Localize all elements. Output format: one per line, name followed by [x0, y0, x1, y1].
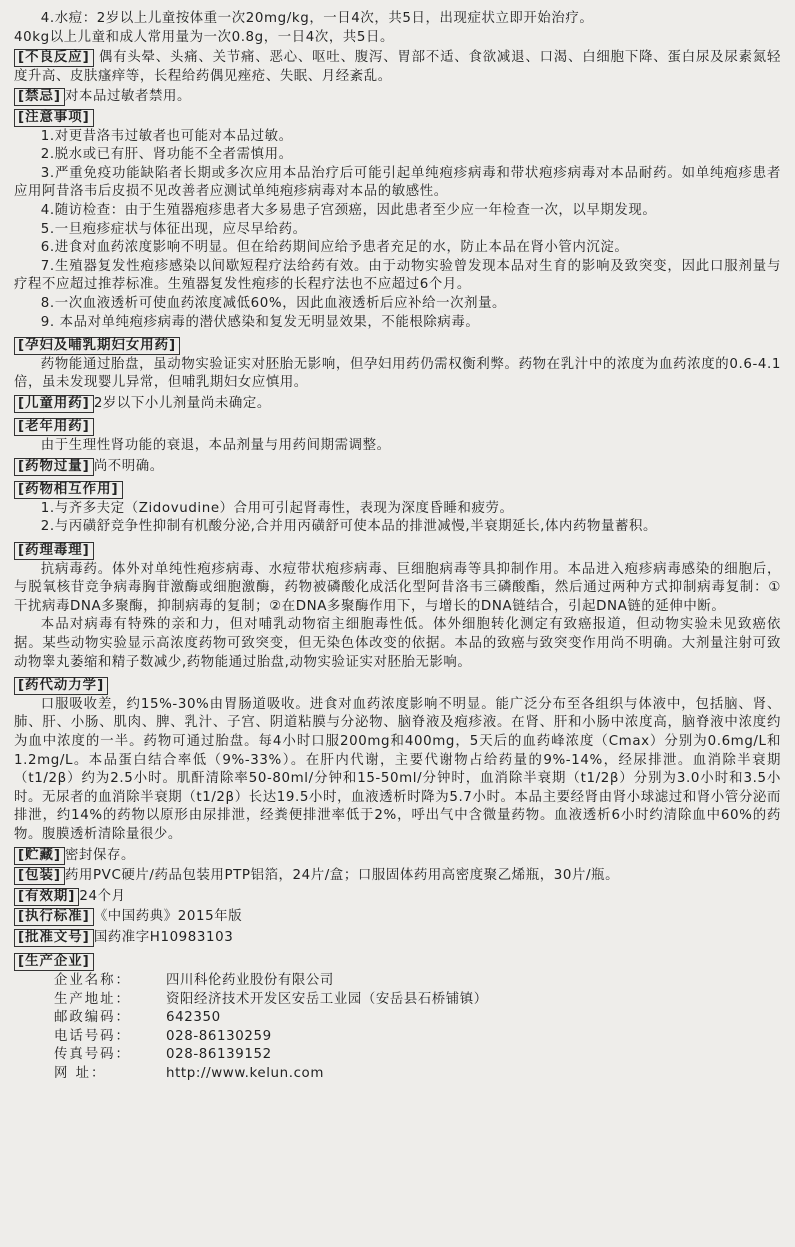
precautions-section: [14, 107, 781, 332]
contraindications-section: [14, 86, 781, 107]
manufacturer-contact-list: [14, 972, 781, 1084]
interaction-item: 2.与丙磺舒竞争性抑制有机酸分泌,合并用丙磺舒可使本品的排泄减慢,半衰期延长,体内药物量蓄积。: [40, 519, 657, 535]
precaution-item: 3.严重免疫功能缺陷者长期或多次应用本品治疗后可能引起单纯疱疹病毒和带状疱疹病毒对本品耐药。如单纯疱疹患者应用阿昔洛韦后皮损不见改善者应测试单纯疱疹病毒对本品的敏感性。: [14, 165, 781, 200]
pharmacokinetics-section: [14, 675, 781, 844]
contact-label: 电话号码：: [54, 1028, 131, 1044]
contact-row-postcode: [14, 1009, 781, 1028]
contact-value: 028-86130259: [166, 1028, 272, 1044]
approval-section: [14, 927, 781, 948]
precautions-heading: [注意事项]: [14, 109, 94, 127]
standard-section: [14, 906, 781, 927]
contact-row-phone: [14, 1028, 781, 1047]
overdose-heading: [药物过量]: [14, 458, 94, 476]
website-link[interactable]: http://www.kelun.com: [166, 1066, 324, 1082]
contact-label: 生产地址：: [54, 991, 131, 1007]
contact-label: 邮政编码：: [54, 1010, 131, 1026]
pharmacology-heading: [药理毒理]: [14, 542, 94, 560]
interactions-section: [14, 479, 781, 537]
pharmacology-paragraph: 抗病毒药。体外对单纯性疱疹病毒、水痘带状疱疹病毒、巨细胞病毒等具抑制作用。本品进入疱疹病毒感染的细胞后，与脱氧核苷竞争病毒胸苷激酶或细胞激酶，药物被磷酸化成活化型阿昔洛韦三磷酸酯，然后通过两种方式抑制病毒复制：①干扰病毒DNA多聚酶，抑制病毒的复制；②在DNA多聚酶作用下，与增长的DNA链结合，引起DNA链的延伸中断。: [14, 561, 781, 614]
precaution-item: 7.生殖器复发性疱疹感染以间歇短程疗法给药有效。由于动物实验曾发现本品对生育的影响及致突变，因此口服剂量与疗程不应超过推荐标准。生殖器复发性疱疹的长程疗法也不应超过6个月。: [14, 258, 781, 293]
pregnancy-heading: [孕妇及哺乳期妇女用药]: [14, 337, 180, 355]
approval-heading: [批准文号]: [14, 929, 94, 947]
precaution-item: 2.脱水或已有肝、肾功能不全者需慎用。: [40, 147, 293, 163]
packaging-heading: [包装]: [14, 867, 65, 885]
pharmacology-section: [14, 540, 781, 672]
pregnancy-section: [14, 335, 781, 393]
precaution-item: 6.进食对血药浓度影响不明显。但在给药期间应给予患者充足的水，防止本品在肾小管内沉淀。: [40, 240, 629, 256]
overdose-text: 尚不明确。: [93, 458, 164, 474]
validity-heading: [有效期]: [14, 888, 79, 906]
dosage-item-4-adult: 40kg以上儿童和成人常用量为一次0.8g，一日4次，共5日。: [14, 29, 394, 45]
contact-row-fax: [14, 1046, 781, 1065]
pediatric-text: 2岁以下小儿剂量尚未确定。: [93, 395, 271, 411]
contact-row-address: [14, 991, 781, 1010]
adverse-reactions-text: 偶有头晕、头痛、关节痛、恶心、呕吐、腹泻、胃部不适、食欲减退、口渴、白细胞下降、蛋白尿及尿素氮轻度升高、皮肤瘙痒等，长程给药偶见痤疮、失眠、月经紊乱。: [14, 50, 782, 84]
standard-heading: [执行标准]: [14, 908, 94, 926]
contraindications-text: 对本品过敏者禁用。: [65, 89, 191, 105]
contact-label: 网 址：: [54, 1066, 107, 1082]
interaction-item: 1.与齐多夫定（Zidovudine）合用可引起肾毒性，表现为深度昏睡和疲劳。: [40, 500, 514, 516]
contact-row-website: [14, 1065, 781, 1084]
interactions-heading: [药物相互作用]: [14, 481, 123, 499]
storage-text: 密封保存。: [65, 847, 135, 863]
contact-value: 028-86139152: [166, 1047, 272, 1063]
pharmacokinetics-heading: [药代动力学]: [14, 677, 108, 695]
elderly-text: 由于生理性肾功能的衰退，本品剂量与用药间期需调整。: [40, 438, 391, 454]
adverse-reactions-section: [14, 47, 781, 86]
approval-text: 国药准字H10983103: [93, 929, 234, 945]
elderly-section: [14, 416, 781, 455]
pharmacology-paragraph: 本品对病毒有特殊的亲和力，但对哺乳动物宿主细胞毒性低。体外细胞转化测定有致癌报道，但动物实验未见致癌依据。某些动物实验显示高浓度药物可致突变，但无染色体改变的依据。本品的致癌与致突变作用尚不明确。大剂量注射可致动物睾丸萎缩和精子数减少,药物能通过胎盘,动物实验证实对胚胎无影响。: [14, 617, 781, 670]
validity-section: [14, 886, 781, 907]
precaution-item: 8.一次血液透析可使血药浓度减低60%，因此血液透析后应补给一次剂量。: [40, 295, 507, 311]
manufacturer-heading: [生产企业]: [14, 953, 94, 971]
overdose-section: [14, 456, 781, 477]
precaution-item: 5.一旦疱疹症状与体征出现，应尽早给药。: [40, 221, 307, 237]
contact-label: 传真号码：: [54, 1047, 131, 1063]
contact-value: 642350: [166, 1010, 221, 1026]
contact-value: 四川科伦药业股份有限公司: [166, 973, 334, 989]
pharmacokinetics-text: 口服吸收差，约15%-30%由胃肠道吸收。进食对血药浓度影响不明显。能广泛分布至各组织与体液中，包括脑、肾、肺、肝、小肠、肌肉、脾、乳汁、子宫、阴道粘膜与分泌物、脑脊液及疱疹液。在肾、肝和小肠中浓度高，脑脊液中浓度约为血中浓度的一半。药物可通过胎盘。每4小时口服200mg和400mg，5天后的血药峰浓度（Cmax）分别为0.6mg/L和1.2mg/L。本品蛋白结合率低（9%-33%）。在肝内代谢，主要代谢物占给药量的9%-14%，经尿排泄。血消除半衰期（t1/2β）约为2.5小时。肌酐清除率50-80ml/分钟和15-50ml/分钟时，血消除半衰期（t1/2β）分别为3.0小时和3.5小时。无尿者的血消除半衰期（t1/2β）长达19.5小时，血液透析时降为5.7小时。本品主要经肾由肾小球滤过和肾小管分泌而排泄，约14%的药物以原形由尿排泄，经粪便排泄率低于2%，呼出气中含微量药物。血液透析6小时约清除血中60%的药物。腹膜透析清除量很少。: [14, 696, 781, 842]
elderly-heading: [老年用药]: [14, 418, 94, 436]
pediatric-heading: [儿童用药]: [14, 395, 94, 413]
precaution-item: 9. 本品对单纯疱疹病毒的潜伏感染和复发无明显效果，不能根除病毒。: [40, 314, 480, 330]
contact-label: 企业名称：: [54, 973, 131, 989]
contact-row-company: [14, 972, 781, 991]
storage-heading: [贮藏]: [14, 847, 65, 865]
pregnancy-text: 药物能通过胎盘，虽动物实验证实对胚胎无影响，但孕妇用药仍需权衡利弊。药物在乳汁中的浓度为血药浓度的0.6-4.1倍，虽未发现婴儿异常，但哺乳期妇女应慎用。: [14, 356, 781, 391]
pediatric-section: [14, 393, 781, 414]
precaution-item: 1.对更昔洛韦过敏者也可能对本品过敏。: [40, 128, 293, 144]
adverse-reactions-heading: [不良反应]: [14, 49, 94, 67]
manufacturer-section: [14, 951, 781, 1084]
standard-text: 《中国药典》2015年版: [93, 909, 243, 925]
precaution-item: 4.随访检查：由于生殖器疱疹患者大多易患子宫颈癌，因此患者至少应一年检查一次，以早期发现。: [40, 202, 657, 218]
packaging-text: 药用PVC硬片/药品包装用PTP铝箔，24片/盒；口服固体药用高密度聚乙烯瓶，30片/瓶。: [65, 868, 620, 884]
validity-text: 24个月: [79, 888, 126, 904]
dosage-item-4: 4.水痘：2岁以上儿童按体重一次20mg/kg，一日4次，共5日，出现症状立即开始治疗。: [40, 11, 594, 26]
storage-section: [14, 845, 781, 866]
packaging-section: [14, 865, 781, 886]
contraindications-heading: [禁忌]: [14, 88, 65, 106]
contact-value: 资阳经济技术开发区安岳工业园（安岳县石桥铺镇）: [166, 991, 488, 1007]
